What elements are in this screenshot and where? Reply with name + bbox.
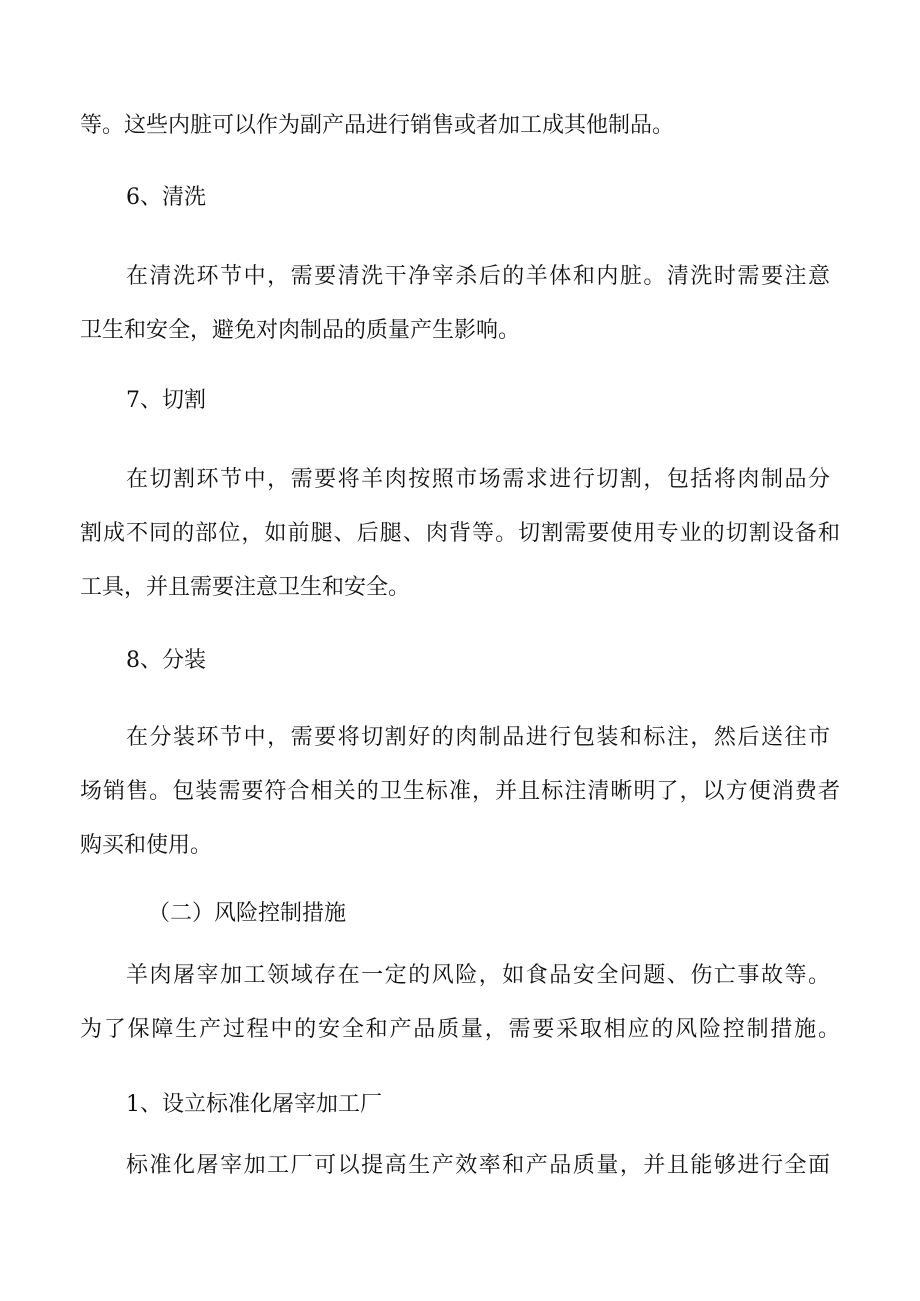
paragraph-line: 卫生和安全，避免对肉制品的质量产生影响。 [80,318,521,343]
section-heading-cutting: 7、切割 [126,388,206,413]
paragraph-line: 场销售。包装需要符合相关的卫生标准，并且标注清晰明了，以方便消费者 [80,779,840,804]
paragraph-line: 割成不同的部位，如前腿、后腿、肉背等。切割需要使用专业的切割设备和 [80,521,840,546]
paragraph-line: 等。这些内脏可以作为副产品进行销售或者加工成其他制品。 [80,113,675,138]
paragraph-line: 在清洗环节中，需要清洗干净宰杀后的羊体和内脏。清洗时需要注意 [126,264,830,289]
paragraph-line: 羊肉屠宰加工领域存在一定的风险，如食品安全问题、伤亡事故等。 [126,963,830,988]
paragraph-line: 在切割环节中，需要将羊肉按照市场需求进行切割，包括将肉制品分 [126,467,830,492]
section-heading-standardized-plant: 1、设立标准化屠宰加工厂 [126,1092,382,1117]
paragraph-line: 标准化屠宰加工厂可以提高生产效率和产品质量，并且能够进行全面 [126,1153,830,1178]
paragraph-line: 工具，并且需要注意卫生和安全。 [80,575,411,600]
section-heading-packaging: 8、分装 [126,648,206,673]
section-heading-risk-control: （二）风险控制措施 [148,901,347,926]
paragraph-line: 为了保障生产过程中的安全和产品质量，需要采取相应的风险控制措施。 [80,1017,840,1042]
paragraph-line: 在分装环节中，需要将切割好的肉制品进行包装和标注，然后送往市 [126,725,830,750]
section-heading-cleaning: 6、清洗 [126,185,206,210]
paragraph-line: 购买和使用。 [80,833,213,858]
